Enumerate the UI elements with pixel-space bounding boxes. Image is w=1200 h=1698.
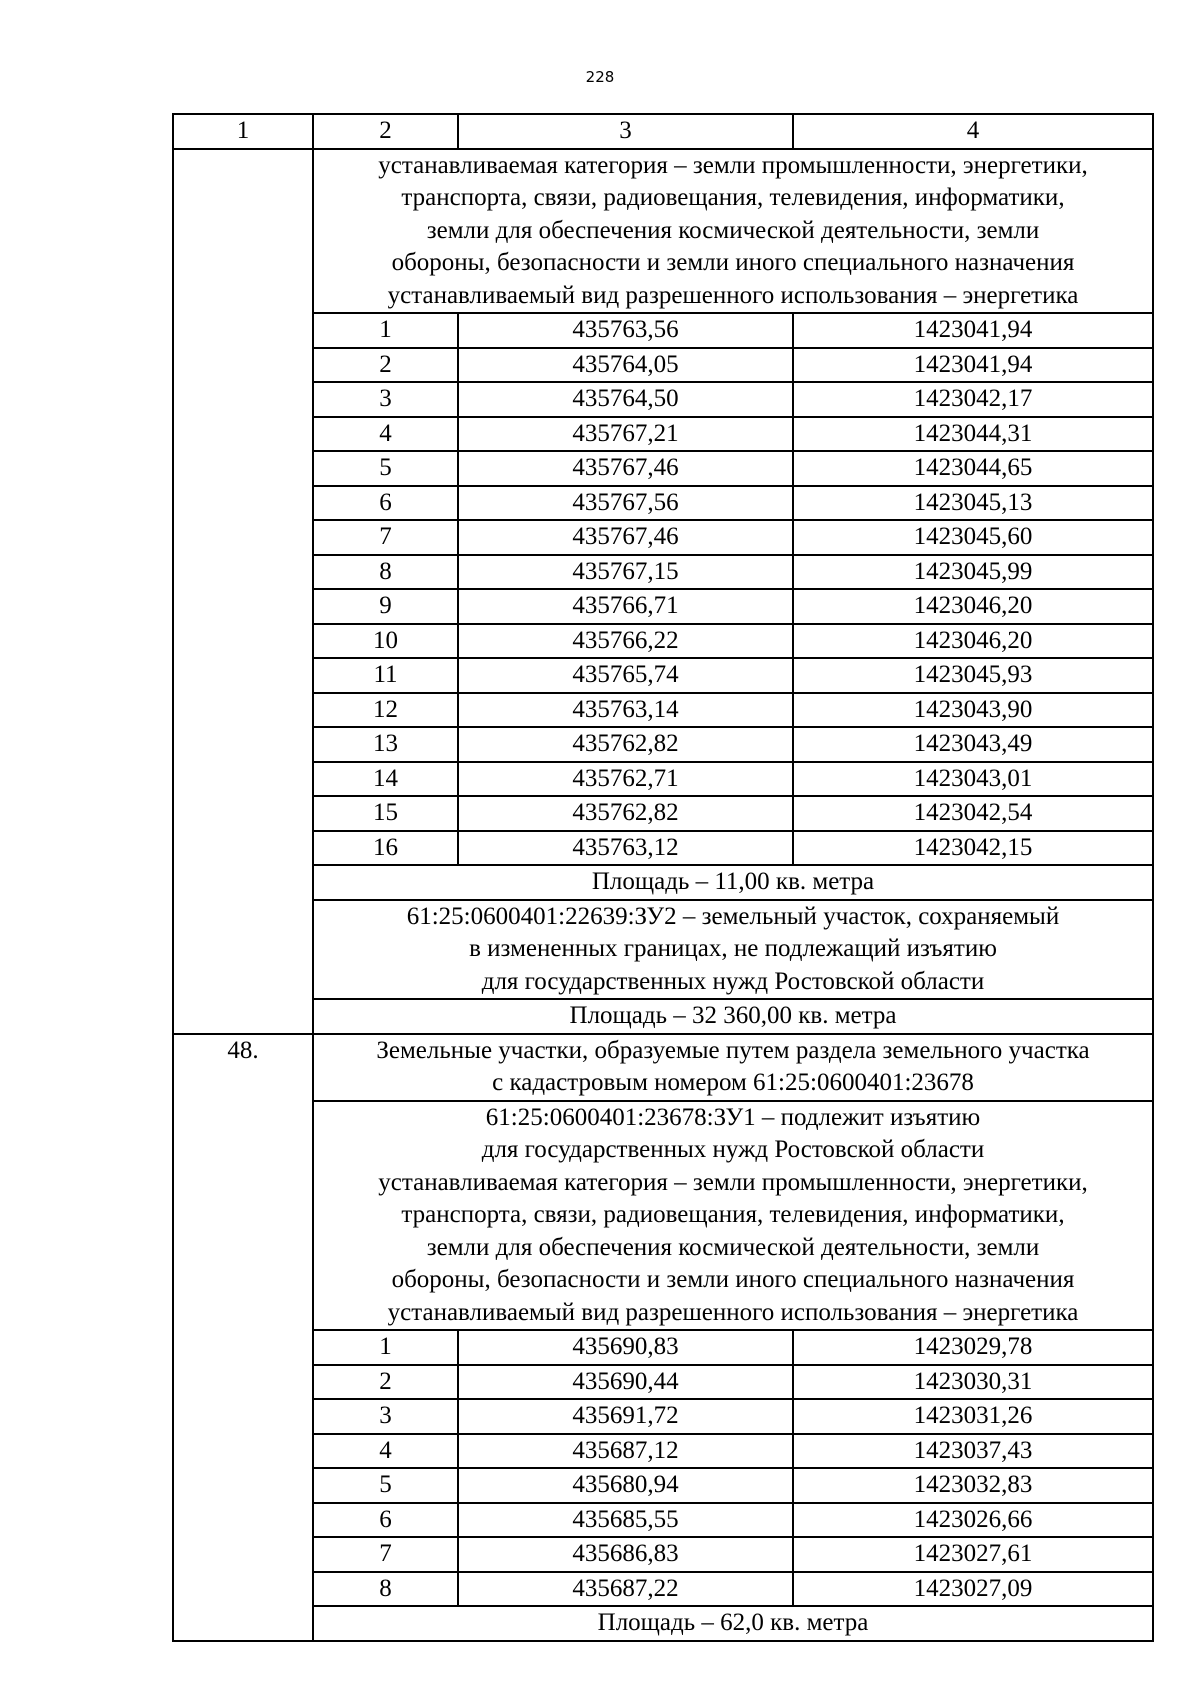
table-row — [173, 149, 1153, 314]
point-number: 4 — [313, 417, 458, 452]
page-number: 228 — [585, 68, 615, 86]
table-row — [173, 900, 1153, 1000]
coord-y: 1423046,20 — [793, 589, 1153, 624]
coord-y: 1423043,49 — [793, 727, 1153, 762]
table-row — [173, 382, 1153, 417]
table-row — [173, 1434, 1153, 1469]
table-row — [173, 1365, 1153, 1400]
coord-x: 435685,55 — [458, 1503, 793, 1538]
coord-y: 1423027,09 — [793, 1572, 1153, 1607]
point-number: 2 — [313, 348, 458, 383]
point-number: 3 — [313, 1399, 458, 1434]
coord-y: 1423044,31 — [793, 417, 1153, 452]
table-row — [173, 865, 1153, 900]
point-number: 6 — [313, 486, 458, 521]
coord-x: 435762,82 — [458, 727, 793, 762]
parcel-description-line: в измененных границах, не подлежащий изъятию — [469, 935, 997, 962]
table-row — [173, 762, 1153, 797]
table-row — [173, 1606, 1153, 1641]
point-number: 2 — [313, 1365, 458, 1400]
section-description-line: для государственных нужд Ростовской области — [481, 1136, 985, 1163]
table-row — [173, 796, 1153, 831]
section-description-line: устанавливаемый вид разрешенного использования – энергетика — [387, 281, 1079, 309]
table-row — [173, 589, 1153, 624]
point-number: 7 — [313, 1537, 458, 1572]
parcel-description — [313, 900, 1153, 1000]
coord-y: 1423045,99 — [793, 555, 1153, 590]
table-row — [173, 1468, 1153, 1503]
table-row — [173, 1399, 1153, 1434]
row-number-48: 48. — [173, 1034, 313, 1641]
coord-x: 435762,82 — [458, 796, 793, 831]
table-row — [173, 624, 1153, 659]
point-number: 1 — [313, 1330, 458, 1365]
section-description-line: земли для обеспечения космической деятельности, земли — [426, 216, 1040, 244]
table-row — [173, 693, 1153, 728]
table-row — [173, 1101, 1153, 1331]
section-description-line: обороны, безопасности и земли иного специального назначения — [391, 1266, 1075, 1293]
coord-y: 1423045,93 — [793, 658, 1153, 693]
section-description — [313, 149, 1153, 314]
point-number: 14 — [313, 762, 458, 797]
column-header-3: 3 — [458, 114, 793, 149]
table-row — [173, 1572, 1153, 1607]
section-title-line: с кадастровым номером 61:25:0600401:23678 — [492, 1069, 974, 1096]
coord-y: 1423031,26 — [793, 1399, 1153, 1434]
coord-y: 1423042,54 — [793, 796, 1153, 831]
coord-x: 435763,14 — [458, 693, 793, 728]
table-row — [173, 658, 1153, 693]
point-number: 6 — [313, 1503, 458, 1538]
coord-x: 435767,15 — [458, 555, 793, 590]
point-number: 3 — [313, 382, 458, 417]
coord-x: 435762,71 — [458, 762, 793, 797]
coordinates-table — [172, 113, 1154, 1642]
coord-x: 435763,12 — [458, 831, 793, 866]
coord-y: 1423041,94 — [793, 313, 1153, 348]
coord-x: 435764,50 — [458, 382, 793, 417]
coord-x: 435767,21 — [458, 417, 793, 452]
table-row — [173, 486, 1153, 521]
coord-x: 435767,46 — [458, 451, 793, 486]
coord-x: 435687,12 — [458, 1434, 793, 1469]
coord-y: 1423043,90 — [793, 693, 1153, 728]
point-number: 10 — [313, 624, 458, 659]
table-row — [173, 831, 1153, 866]
point-number: 15 — [313, 796, 458, 831]
coord-x: 435680,94 — [458, 1468, 793, 1503]
section-description-line: транспорта, связи, радиовещания, телевидения, информатики, — [401, 184, 1065, 211]
coord-y: 1423045,13 — [793, 486, 1153, 521]
column-header-4: 4 — [793, 114, 1153, 149]
table-row — [173, 520, 1153, 555]
coord-y: 1423044,65 — [793, 451, 1153, 486]
coord-y: 1423032,83 — [793, 1468, 1153, 1503]
table-row — [173, 417, 1153, 452]
section-description-line: 61:25:0600401:23678:ЗУ1 – подлежит изъятию — [485, 1103, 981, 1131]
coord-y: 1423042,17 — [793, 382, 1153, 417]
table-row — [173, 1330, 1153, 1365]
coord-x: 435766,22 — [458, 624, 793, 659]
point-number: 5 — [313, 451, 458, 486]
section-description-line: устанавливаемая категория – земли промышленности, энергетики, — [378, 151, 1088, 179]
coord-x: 435764,05 — [458, 348, 793, 383]
coord-x: 435687,22 — [458, 1572, 793, 1607]
coord-x: 435763,56 — [458, 313, 793, 348]
table-row — [173, 313, 1153, 348]
section-title — [313, 1034, 1153, 1101]
table-row — [173, 1503, 1153, 1538]
row-number-cell-empty — [173, 149, 313, 1034]
section-description-line: обороны, безопасности и земли иного специального назначения — [391, 249, 1075, 276]
point-number: 7 — [313, 520, 458, 555]
coord-x: 435767,56 — [458, 486, 793, 521]
coord-y: 1423043,01 — [793, 762, 1153, 797]
point-number: 1 — [313, 313, 458, 348]
parcel-area-label: Площадь – 32 360,00 кв. метра — [313, 999, 1153, 1034]
parcel-description-line: для государственных нужд Ростовской области — [481, 967, 985, 995]
column-header-2: 2 — [313, 114, 458, 149]
table-row — [173, 999, 1153, 1034]
point-number: 4 — [313, 1434, 458, 1469]
coord-x: 435766,71 — [458, 589, 793, 624]
coord-y: 1423046,20 — [793, 624, 1153, 659]
point-number: 12 — [313, 693, 458, 728]
coord-x: 435690,44 — [458, 1365, 793, 1400]
coord-y: 1423029,78 — [793, 1330, 1153, 1365]
area-label: Площадь – 11,00 кв. метра — [313, 865, 1153, 900]
point-number: 13 — [313, 727, 458, 762]
table-row — [173, 727, 1153, 762]
table-row — [173, 555, 1153, 590]
table-row — [173, 451, 1153, 486]
coord-x: 435690,83 — [458, 1330, 793, 1365]
point-number: 5 — [313, 1468, 458, 1503]
section-description-line: устанавливаемая категория – земли промышленности, энергетики, — [378, 1168, 1088, 1196]
table-row — [173, 348, 1153, 383]
coord-y: 1423045,60 — [793, 520, 1153, 555]
point-number: 11 — [313, 658, 458, 693]
coord-y: 1423037,43 — [793, 1434, 1153, 1469]
column-header-1: 1 — [173, 114, 313, 149]
section-description — [313, 1101, 1153, 1331]
coord-y: 1423041,94 — [793, 348, 1153, 383]
coord-y: 1423027,61 — [793, 1537, 1153, 1572]
point-number: 9 — [313, 589, 458, 624]
section-description-line: устанавливаемый вид разрешенного использования – энергетика — [387, 1298, 1079, 1326]
parcel-description-line: 61:25:0600401:22639:ЗУ2 – земельный участок, сохраняемый — [406, 902, 1060, 930]
table-row — [173, 1537, 1153, 1572]
area-label: Площадь – 62,0 кв. метра — [313, 1606, 1153, 1641]
coord-x: 435686,83 — [458, 1537, 793, 1572]
coord-y: 1423026,66 — [793, 1503, 1153, 1538]
coord-x: 435691,72 — [458, 1399, 793, 1434]
coord-y: 1423030,31 — [793, 1365, 1153, 1400]
table-row — [173, 114, 1153, 149]
coord-x: 435767,46 — [458, 520, 793, 555]
section-description-line: транспорта, связи, радиовещания, телевидения, информатики, — [401, 1201, 1065, 1228]
point-number: 8 — [313, 555, 458, 590]
coord-x: 435765,74 — [458, 658, 793, 693]
section-title-line: Земельные участки, образуемые путем раздела земельного участка — [376, 1036, 1090, 1064]
point-number: 8 — [313, 1572, 458, 1607]
point-number: 16 — [313, 831, 458, 866]
table-row — [173, 1034, 1153, 1101]
coord-y: 1423042,15 — [793, 831, 1153, 866]
section-description-line: земли для обеспечения космической деятельности, земли — [426, 1233, 1040, 1261]
